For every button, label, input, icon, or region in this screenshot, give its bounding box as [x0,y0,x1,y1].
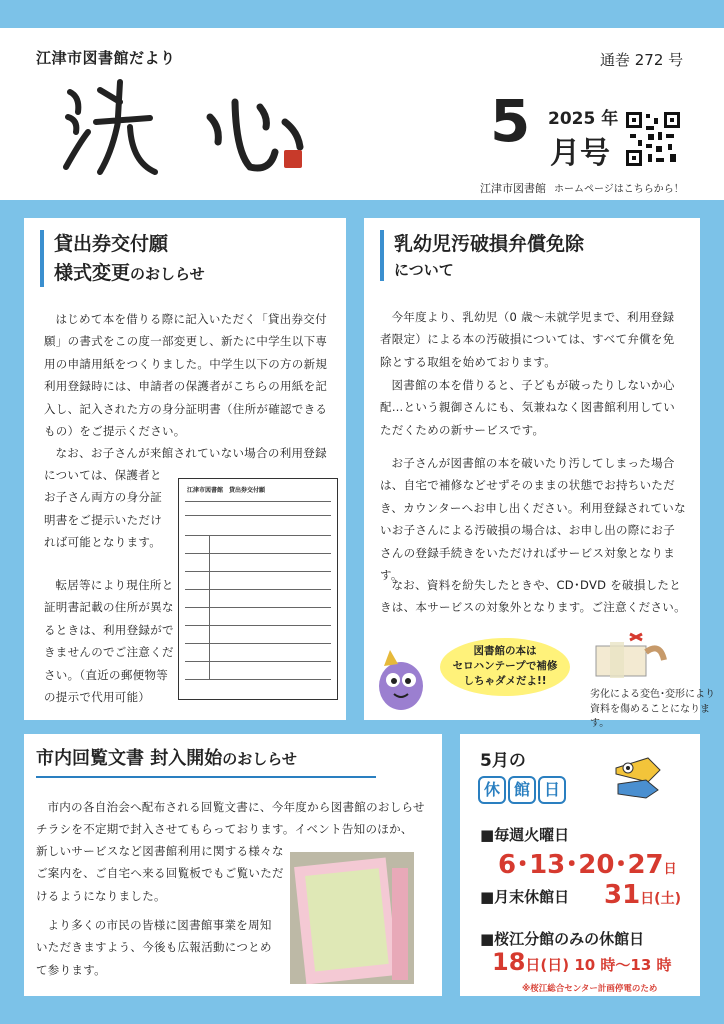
closed-char-2: 館 [508,776,536,804]
branch-closed-label: ■桜江分館のみの休館日 [480,930,645,948]
article3-title-underline [36,776,376,778]
tape-book-illustration [590,632,670,682]
closed-title [478,776,568,804]
footer-library-name: 江津市図書館 [480,182,546,195]
monthend-closed-label: ■月末休館日 [480,888,570,906]
article2-para4: なお、資料を紛失したときや、CD･DVD を破損したときは、本サービスの対象外となります。ご注意ください。 [380,578,686,615]
article1-title-kana: のおしらせ [130,264,205,283]
weekly-closed-label: ■毎週火曜日 [480,826,570,844]
issue-number: 通巻 272 号 [600,51,684,69]
article3-para2: より多くの市民の皆様に図書館事業を周知いただきますよう、今後も広報活動につとめて参ります。 [36,918,272,977]
monthend-date-suffix: 日(土) [640,891,681,907]
qr-code-icon[interactable] [626,112,680,166]
weekly-dates-suffix: 日 [663,862,677,877]
red-seal-stamp [284,150,302,168]
article3-title-main: 市内回覧文書 封入開始 [36,748,223,769]
mascot-character-icon [372,648,430,714]
circular-folder-photo [290,852,414,984]
caption-line1: 劣化による変色･変形により [590,689,715,700]
senshin-calligraphy-logo [60,72,310,187]
article3-para1-wide: 市内の各自治会へ配布される回覧文書に、今年度から図書館のおしらせチラシを不定期で封入させてもらっております。イベント告知のほか、 [36,800,425,837]
article1-title-main: 様式変更 [54,261,131,284]
branch-date-suffix: 日(日) 10 時〜13 時 [525,956,672,974]
article1-para1: はじめて本を借りる際に記入いただく「貸出券交付願」の書式をこの度一部変更し、新たに中学生以下専用の申請用紙をつくりました。中学生以下の方の新規利用登録時には、申請者の保護者がこちらの用紙を記入し、記入された方の身分証明書（住所が確認できるもの）をご提示ください。 [44,312,328,439]
article1-title [40,230,205,287]
closed-char-1: 休 [478,776,506,804]
year: 2025 年 [548,109,619,129]
article2-title-line2: について [394,260,454,279]
branch-closed-date [492,948,672,976]
caption-line2: 資料を傷めることになります。 [590,703,710,729]
damage-caption [590,688,724,732]
article3-para1-narrow: 新しいサービスなど図書館利用に関する様々なご案内を、ご自宅へ来る回覧板でもご覧いただけるようになりました。 [36,844,284,903]
koinobori-icon [606,748,670,802]
monthend-date-value: 31 [604,880,641,910]
monthend-closed-date [604,880,681,910]
article1-para2-wide: なお、お子さんが来館されていない場合の利用登録 [55,446,327,460]
article2-para2: 図書館の本を借りると、子どもが破ったりしないか心配…という親御さんにも、気兼ねなく図書館利用していただくための新サービスです。 [380,378,675,437]
bubble-line3: しちゃダメだよ!! [463,675,547,688]
speech-bubble [440,638,570,696]
footer-homepage-text: ホームページはこちらから！ [554,184,684,195]
library-newsletter-label: 江津市図書館だより [36,49,176,67]
month-number: 5 [490,87,531,155]
article1-para2-narrow: については、保護者とお子さん両方の身分証明書をご提示いただければ可能となります。 [44,468,162,550]
closed-heading: 5月の [480,751,526,771]
application-form-image [178,478,338,700]
article2-para3: お子さんが図書館の本を破いたり汚してしまった場合は、自宅で補修などせずそのままの状態でお持ちいただき、カウンターへお申し出ください。利用登録されていないお子さんによる汚破損の場合は、お申し出の際にお子さんの登録手続きをいただければサービス対象となります。 [380,456,686,583]
closed-days-box [460,734,700,996]
article3-title-kana: のおしらせ [222,750,297,768]
article3-title [36,744,297,770]
article2-title-line1: 乳幼児汚破損弁償免除 [394,233,585,255]
bubble-line2: セロハンテープで補修 [452,660,558,673]
weekly-dates-value: 6･13･20･27 [498,850,664,880]
branch-closed-note: ※桜江総合センター計画停電のため [522,984,658,994]
article1-title-line2 [54,259,205,288]
article1-para3: 転居等により現住所と証明書記載の住所が異なるときは、利用登録ができませんのでご注意ください。（直近の郵便物等の提示で代用可能） [44,578,174,705]
article1-title-line1: 貸出券交付願 [54,233,169,255]
bubble-line1: 図書館の本は [473,645,537,657]
homepage-link[interactable] [480,180,684,196]
month-issue-label: 月号 [550,136,610,171]
article2-title [380,230,584,281]
article2-para1: 今年度より、乳幼児（0 歳〜未就学児まで、利用登録者限定）による本の汚破損については、すべて弁償を免除とする取組を始めております。 [380,310,675,369]
logo-text: 洗心 [60,184,62,185]
branch-date-value: 18 [492,948,526,976]
closed-char-3: 日 [538,776,566,804]
weekly-closed-dates [498,844,677,881]
form-title: 江津市図書館 貸出券交付願 [187,487,266,494]
